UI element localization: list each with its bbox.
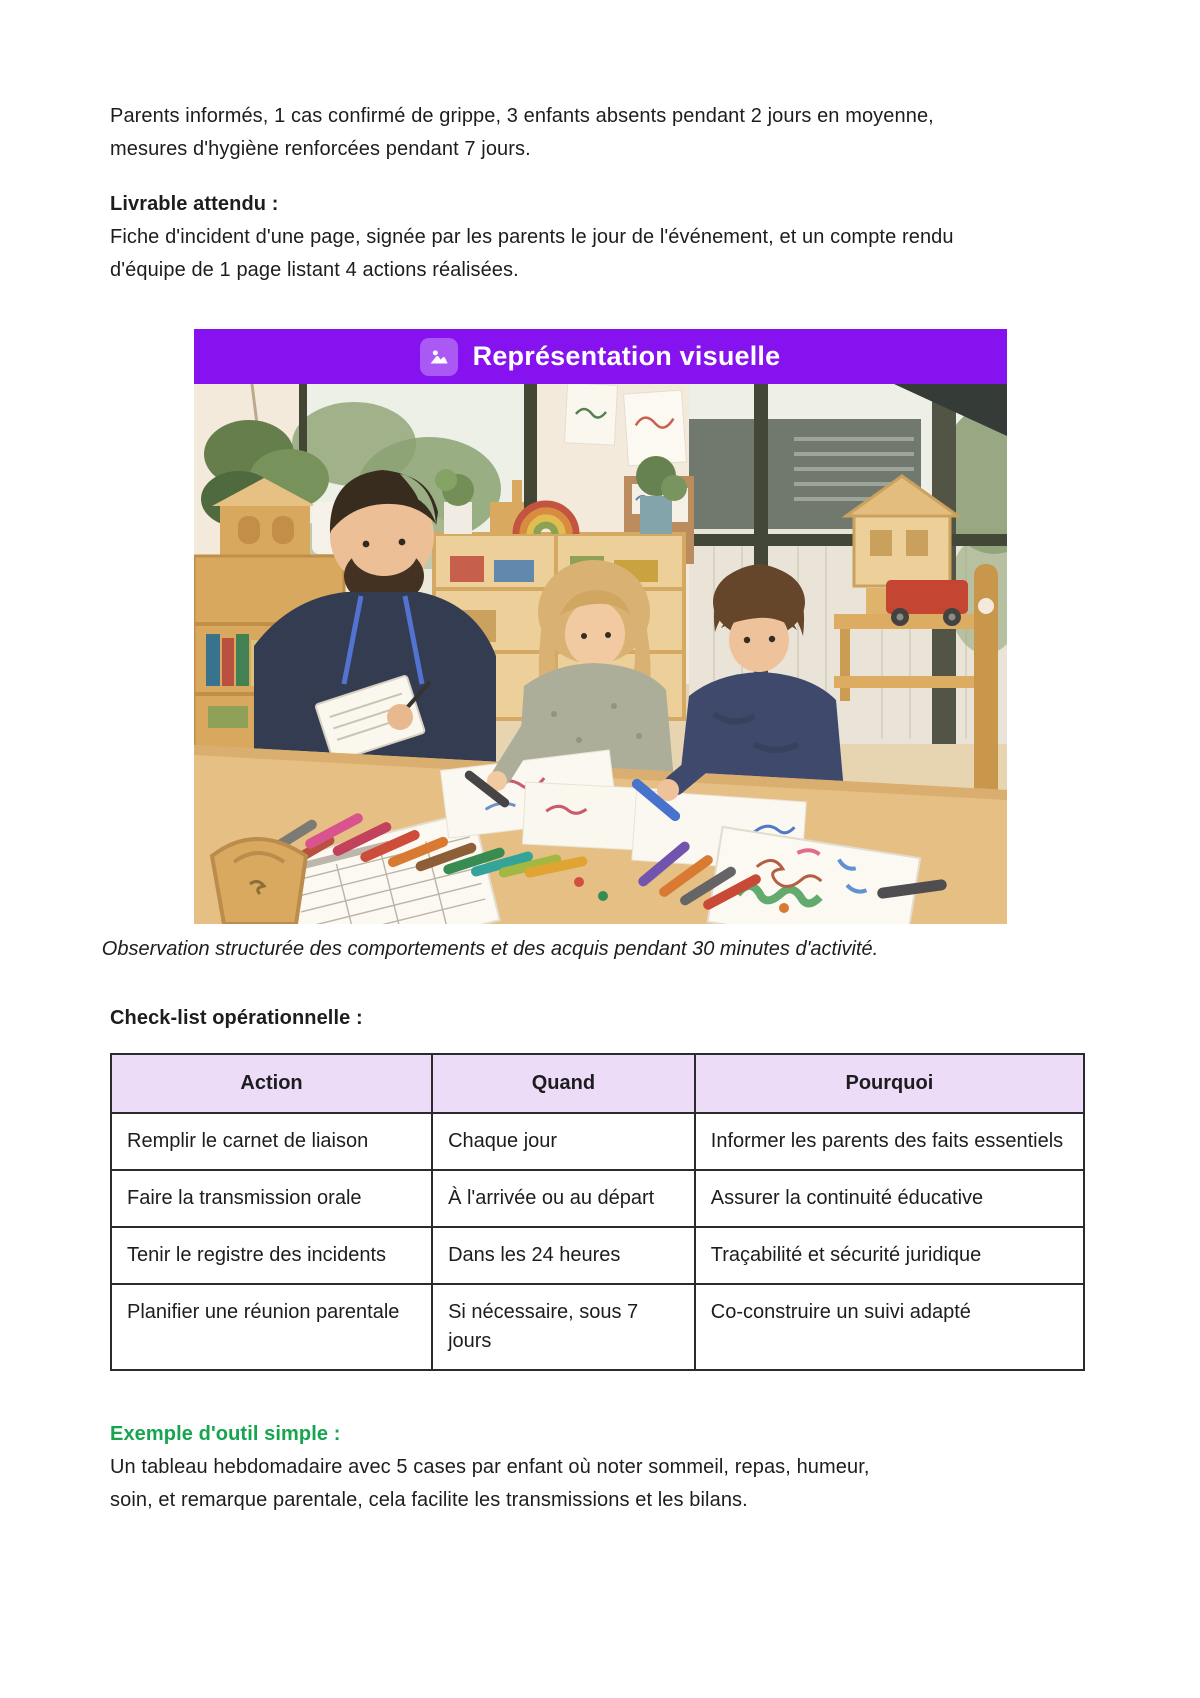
example-paragraph: Un tableau hebdomadaire avec 5 cases par enfant où noter sommeil, repas, humeur, soin, et remarque parentale, cela facilite les transmissions et les bilans.: [110, 1456, 870, 1511]
table-row: [111, 1170, 1084, 1227]
cell-quand: Dans les 24 heures: [432, 1227, 695, 1284]
cell-pourquoi: Assurer la continuité éducative: [695, 1170, 1084, 1227]
banner-title: Représentation visuelle: [472, 341, 781, 371]
visual-figure: [101, 329, 1007, 966]
column-header-pourquoi: Pourquoi: [695, 1054, 1084, 1113]
table-row: [111, 1113, 1084, 1170]
table-row: [111, 1284, 1084, 1370]
table-row: [111, 1227, 1084, 1284]
checklist-heading: Check-list opérationnelle :: [110, 1007, 363, 1029]
warm-tint: [194, 384, 1007, 924]
photo-caption: Observation structurée des comportements et des acquis pendant 30 minutes d'activité.: [101, 938, 879, 960]
cell-action: Tenir le registre des incidents: [111, 1227, 432, 1284]
cell-quand: Chaque jour: [432, 1113, 695, 1170]
column-header-action: Action: [111, 1054, 432, 1113]
cell-action: Faire la transmission orale: [111, 1170, 432, 1227]
example-heading: Exemple d'outil simple :: [110, 1423, 341, 1445]
livrable-heading: Livrable attendu :: [110, 193, 279, 215]
table-header-row: [111, 1054, 1084, 1113]
cell-action: Remplir le carnet de liaison: [111, 1113, 432, 1170]
column-header-quand: Quand: [432, 1054, 695, 1113]
checklist-table: [110, 1053, 1085, 1371]
visual-banner: [194, 329, 1007, 384]
classroom-photo: [194, 384, 1007, 924]
cell-pourquoi: Informer les parents des faits essentiels: [695, 1113, 1084, 1170]
cell-quand: À l'arrivée ou au départ: [432, 1170, 695, 1227]
image-icon: [420, 338, 458, 376]
livrable-paragraph: Fiche d'incident d'une page, signée par les parents le jour de l'événement, et un compte rendu d'équipe de 1 page listant 4 actions réalisées.: [110, 226, 954, 281]
cell-quand: Si nécessaire, sous 7 jours: [432, 1284, 695, 1370]
cell-pourquoi: Traçabilité et sécurité juridique: [695, 1227, 1084, 1284]
intro-paragraph: Parents informés, 1 cas confirmé de grippe, 3 enfants absents pendant 2 jours en moyenne, mesures d'hygiène renforcées pendant 7 jours.: [110, 105, 934, 160]
cell-action: Planifier une réunion parentale: [111, 1284, 432, 1370]
cell-pourquoi: Co-construire un suivi adapté: [695, 1284, 1084, 1370]
